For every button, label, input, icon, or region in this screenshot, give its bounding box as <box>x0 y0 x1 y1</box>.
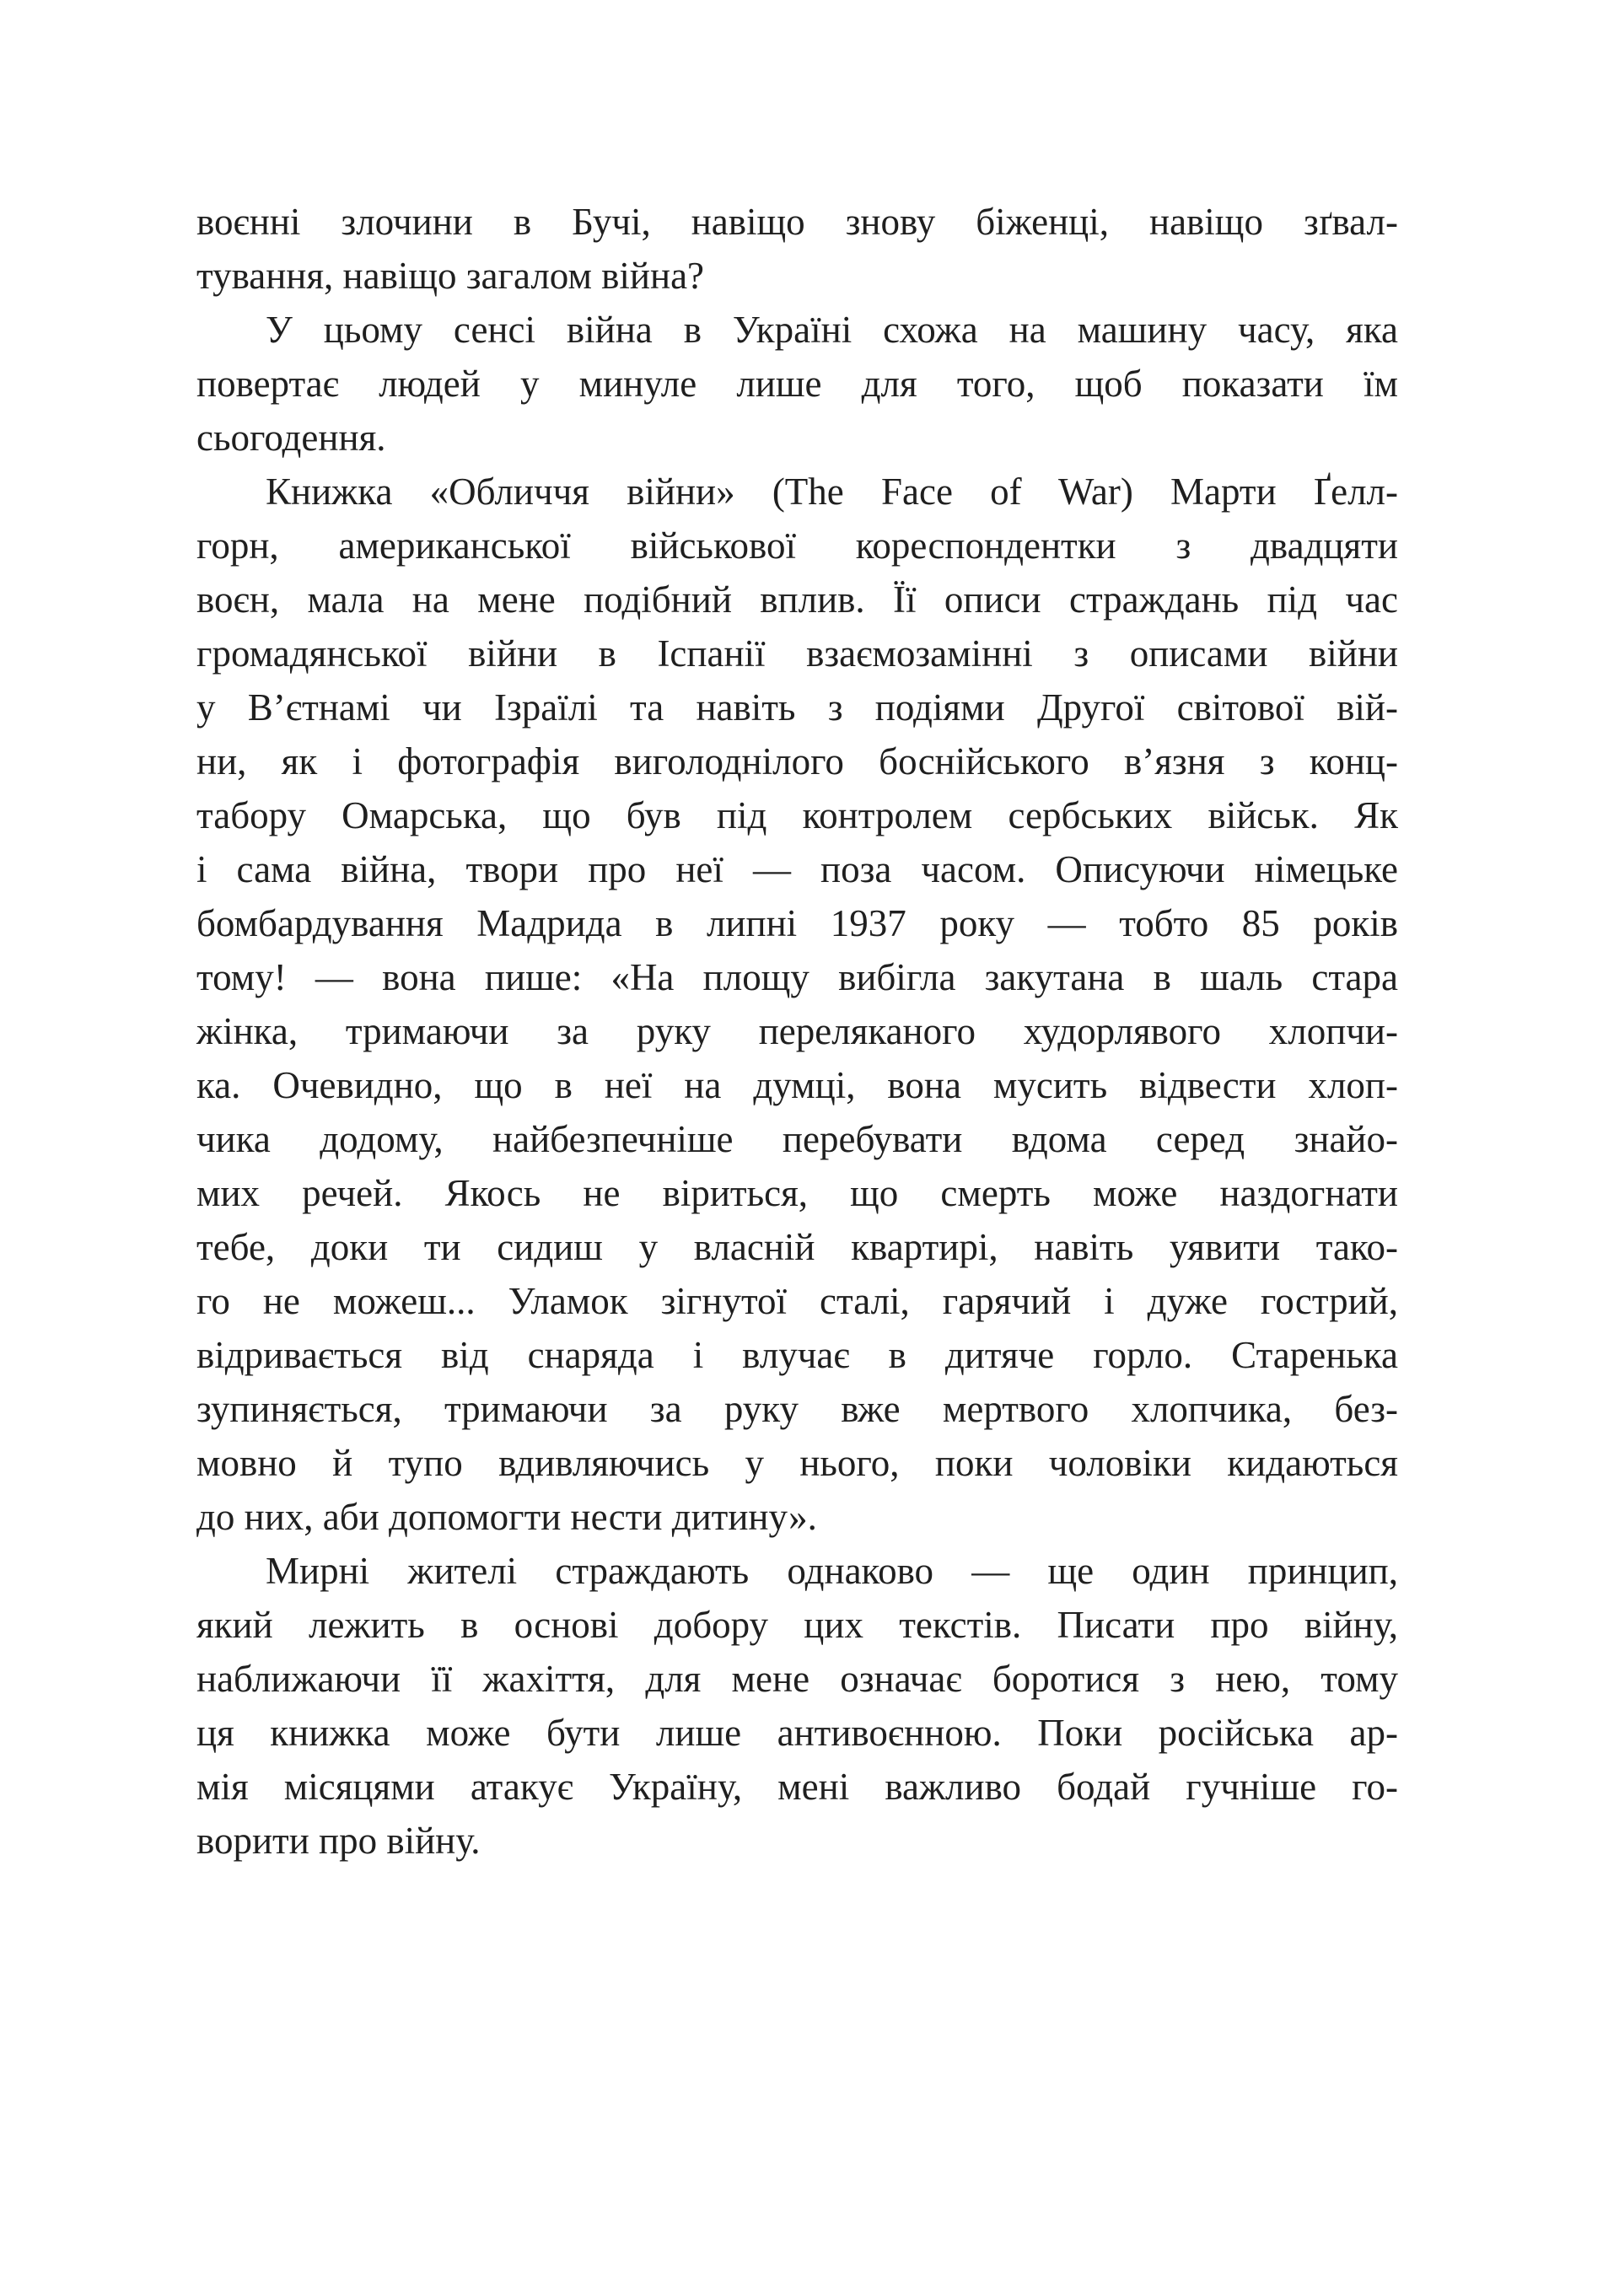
text-line: горн, американської військової кореспондентки з двадцяти <box>196 524 1398 567</box>
text-line: тому! — вона пише: «На площу вибігла закутана в шаль стара <box>196 956 1398 998</box>
text-line: мих речей. Якось не віриться, що смерть може наздогнати <box>196 1172 1398 1214</box>
text-line: У цьому сенсі війна в Україні схожа на машину часу, яка <box>266 309 1398 351</box>
text-line: воєнні злочини в Бучі, навіщо знову біженці, навіщо зґвал- <box>196 201 1398 243</box>
text-line: ни, як і фотографія виголоднілого боснійського в’язня з конц- <box>196 740 1398 782</box>
text-line: мія місяцями атакує Україну, мені важливо бодай гучніше го- <box>196 1766 1398 1808</box>
text-line: наближаючи її жахіття, для мене означає боротися з нею, тому <box>196 1658 1398 1700</box>
body-text <box>196 195 1398 1868</box>
text-line: тування, навіщо загалом війна? <box>196 255 705 297</box>
text-line: Книжка «Обличчя війни» (The Face of War) Марти Ґелл- <box>266 470 1398 513</box>
text-line: ця книжка може бути лише антивоєнною. Поки російська ар- <box>196 1712 1398 1754</box>
text-line: ворити про війну. <box>196 1820 481 1862</box>
text-line: Мирні жителі страждають однаково — ще один принцип, <box>266 1550 1398 1592</box>
text-line: повертає людей у минуле лише для того, щоб показати їм <box>196 363 1398 405</box>
paragraph <box>196 1544 1398 1868</box>
text-line: го не можеш... Уламок зігнутої сталі, гарячий і дуже гострий, <box>196 1280 1398 1322</box>
text-line: ка. Очевидно, що в неї на думці, вона мусить відвести хлоп- <box>196 1064 1398 1106</box>
paragraph <box>196 195 1398 303</box>
text-line: у В’єтнамі чи Ізраїлі та навіть з подіями Другої світової вій- <box>196 686 1398 729</box>
text-line: чика додому, найбезпечніше перебувати вдома серед знайо- <box>196 1118 1398 1160</box>
text-line: мовно й тупо вдивляючись у нього, поки чоловіки кидаються <box>196 1442 1398 1484</box>
text-line: відривається від снаряда і влучає в дитяче горло. Старенька <box>196 1334 1398 1376</box>
text-line: бомбардування Мадрида в липні 1937 року — тобто 85 років <box>196 902 1398 944</box>
text-line: сьогодення. <box>196 417 386 459</box>
text-line: зупиняється, тримаючи за руку вже мертвого хлопчика, без- <box>196 1388 1398 1430</box>
paragraph <box>196 303 1398 465</box>
text-line: табору Омарська, що був під контролем сербських військ. Як <box>196 794 1398 836</box>
text-line: який лежить в основі добору цих текстів. Писати про війну, <box>196 1604 1398 1646</box>
text-line: і сама війна, твори про неї — поза часом. Описуючи німецьке <box>196 848 1398 890</box>
text-line: до них, аби допомогти нести дитину». <box>196 1496 817 1538</box>
paragraph <box>196 465 1398 1544</box>
text-line: громадянської війни в Іспанії взаємозамінні з описами війни <box>196 632 1398 675</box>
text-line: воєн, мала на мене подібний вплив. Її описи страждань під час <box>196 578 1398 621</box>
text-line: тебе, доки ти сидиш у власній квартирі, навіть уявити тако- <box>196 1226 1398 1268</box>
text-line: жінка, тримаючи за руку переляканого худорлявого хлопчи- <box>196 1010 1398 1052</box>
